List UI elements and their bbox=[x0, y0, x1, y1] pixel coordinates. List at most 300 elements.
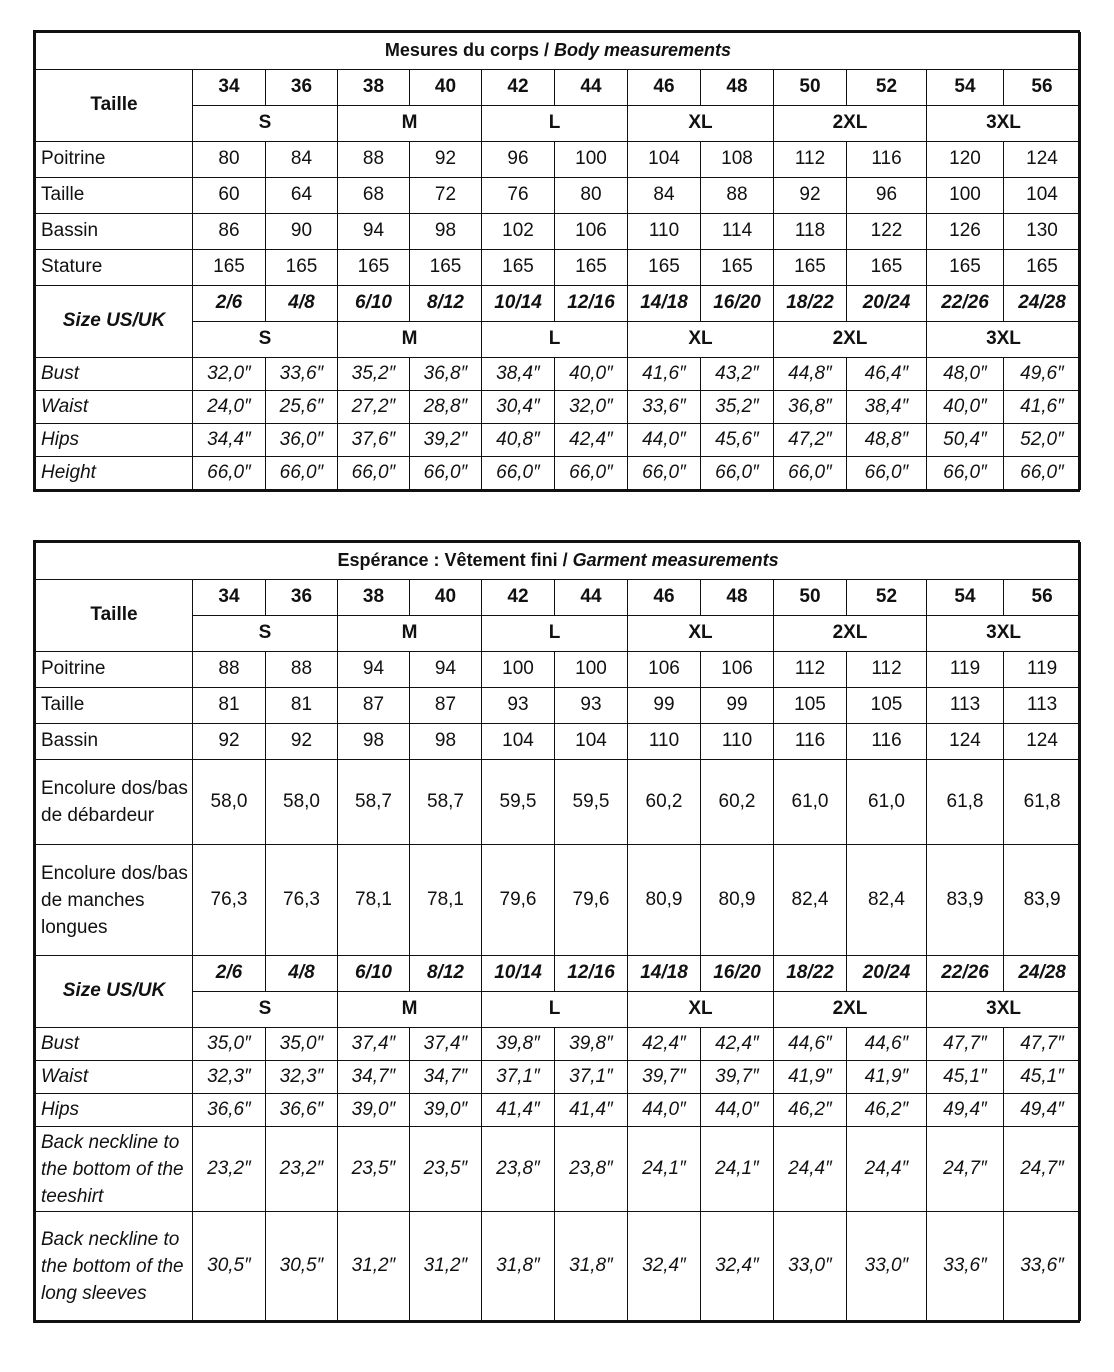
value-cell: 41,6″ bbox=[628, 358, 701, 391]
value-cell: 33,6″ bbox=[1004, 1212, 1081, 1321]
value-cell: 66,0″ bbox=[927, 457, 1004, 490]
value-cell: 52,0″ bbox=[1004, 424, 1081, 457]
letter-size-cell: M bbox=[338, 616, 482, 652]
value-cell: 58,7 bbox=[338, 760, 410, 845]
size-cell: 56 bbox=[1004, 70, 1081, 106]
value-cell: 92 bbox=[410, 142, 482, 178]
row-label: Poitrine bbox=[36, 652, 193, 688]
value-cell: 34,7″ bbox=[410, 1061, 482, 1094]
measure-row bbox=[36, 358, 1081, 391]
letter-row bbox=[36, 106, 1081, 142]
value-cell: 100 bbox=[555, 652, 628, 688]
size-cell: 12/16 bbox=[555, 286, 628, 322]
size-cell: 50 bbox=[774, 70, 847, 106]
size-cell: 38 bbox=[338, 580, 410, 616]
value-cell: 32,4″ bbox=[701, 1212, 774, 1321]
value-cell: 60 bbox=[193, 178, 266, 214]
row-label: Poitrine bbox=[36, 142, 193, 178]
value-cell: 79,6 bbox=[555, 845, 628, 956]
value-cell: 66,0″ bbox=[410, 457, 482, 490]
value-cell: 88 bbox=[193, 652, 266, 688]
garment-measurements-table bbox=[33, 540, 1080, 1323]
size-cell: 2/6 bbox=[193, 286, 266, 322]
value-cell: 165 bbox=[482, 250, 555, 286]
value-cell: 165 bbox=[338, 250, 410, 286]
value-cell: 88 bbox=[701, 178, 774, 214]
value-cell: 41,4″ bbox=[482, 1094, 555, 1127]
value-cell: 39,2″ bbox=[410, 424, 482, 457]
value-cell: 47,7″ bbox=[927, 1028, 1004, 1061]
value-cell: 78,1 bbox=[410, 845, 482, 956]
size-cell: 4/8 bbox=[266, 956, 338, 992]
value-cell: 44,0″ bbox=[628, 424, 701, 457]
measure-row bbox=[36, 391, 1081, 424]
size-cell: 20/24 bbox=[847, 956, 927, 992]
letter-size-cell: L bbox=[482, 106, 628, 142]
value-cell: 30,5″ bbox=[266, 1212, 338, 1321]
size-cell: 42 bbox=[482, 70, 555, 106]
value-cell: 66,0″ bbox=[338, 457, 410, 490]
size-cell: 56 bbox=[1004, 580, 1081, 616]
value-cell: 42,4″ bbox=[701, 1028, 774, 1061]
size-cell: 18/22 bbox=[774, 956, 847, 992]
value-cell: 104 bbox=[482, 724, 555, 760]
value-cell: 106 bbox=[701, 652, 774, 688]
value-cell: 72 bbox=[410, 178, 482, 214]
value-cell: 31,2″ bbox=[410, 1212, 482, 1321]
table-title bbox=[36, 33, 1081, 70]
row-label: Bassin bbox=[36, 214, 193, 250]
value-cell: 165 bbox=[927, 250, 1004, 286]
value-cell: 41,9″ bbox=[847, 1061, 927, 1094]
row-label: Encolure dos/bas de manches longues bbox=[36, 845, 193, 956]
value-cell: 124 bbox=[1004, 142, 1081, 178]
value-cell: 58,0 bbox=[193, 760, 266, 845]
value-cell: 114 bbox=[701, 214, 774, 250]
row-label: Bust bbox=[36, 1028, 193, 1061]
value-cell: 76 bbox=[482, 178, 555, 214]
value-cell: 165 bbox=[193, 250, 266, 286]
value-cell: 28,8″ bbox=[410, 391, 482, 424]
value-cell: 44,6″ bbox=[847, 1028, 927, 1061]
measure-row bbox=[36, 214, 1081, 250]
value-cell: 49,4″ bbox=[927, 1094, 1004, 1127]
value-cell: 68 bbox=[338, 178, 410, 214]
value-cell: 37,4″ bbox=[410, 1028, 482, 1061]
value-cell: 24,7″ bbox=[927, 1127, 1004, 1212]
value-cell: 23,8″ bbox=[482, 1127, 555, 1212]
size-cell: 34 bbox=[193, 580, 266, 616]
size-cell: 46 bbox=[628, 70, 701, 106]
value-cell: 66,0″ bbox=[482, 457, 555, 490]
value-cell: 48,8″ bbox=[847, 424, 927, 457]
value-cell: 84 bbox=[628, 178, 701, 214]
letter-size-cell: XL bbox=[628, 322, 774, 358]
measure-row bbox=[36, 652, 1081, 688]
value-cell: 58,0 bbox=[266, 760, 338, 845]
value-cell: 61,0 bbox=[774, 760, 847, 845]
value-cell: 104 bbox=[628, 142, 701, 178]
value-cell: 81 bbox=[266, 688, 338, 724]
value-cell: 36,6″ bbox=[193, 1094, 266, 1127]
value-cell: 48,0″ bbox=[927, 358, 1004, 391]
value-cell: 113 bbox=[1004, 688, 1081, 724]
size-cell: 44 bbox=[555, 580, 628, 616]
value-cell: 90 bbox=[266, 214, 338, 250]
measure-row bbox=[36, 178, 1081, 214]
value-cell: 35,0″ bbox=[266, 1028, 338, 1061]
value-cell: 82,4 bbox=[774, 845, 847, 956]
value-cell: 84 bbox=[266, 142, 338, 178]
value-cell: 35,2″ bbox=[338, 358, 410, 391]
value-cell: 46,2″ bbox=[847, 1094, 927, 1127]
size-cell: 16/20 bbox=[701, 286, 774, 322]
size-cell: 20/24 bbox=[847, 286, 927, 322]
value-cell: 100 bbox=[482, 652, 555, 688]
value-cell: 30,5″ bbox=[193, 1212, 266, 1321]
value-cell: 87 bbox=[410, 688, 482, 724]
value-cell: 39,7″ bbox=[701, 1061, 774, 1094]
size-cell: 48 bbox=[701, 70, 774, 106]
value-cell: 40,0″ bbox=[927, 391, 1004, 424]
value-cell: 31,8″ bbox=[555, 1212, 628, 1321]
size-row bbox=[36, 580, 1081, 616]
row-label: Back neckline to the bottom of the long sleeves bbox=[36, 1212, 193, 1321]
value-cell: 44,8″ bbox=[774, 358, 847, 391]
value-cell: 33,6″ bbox=[266, 358, 338, 391]
row-label: Bassin bbox=[36, 724, 193, 760]
value-cell: 88 bbox=[338, 142, 410, 178]
value-cell: 36,8″ bbox=[774, 391, 847, 424]
value-cell: 66,0″ bbox=[193, 457, 266, 490]
size-cell: 8/12 bbox=[410, 286, 482, 322]
value-cell: 98 bbox=[410, 724, 482, 760]
value-cell: 119 bbox=[1004, 652, 1081, 688]
value-cell: 93 bbox=[555, 688, 628, 724]
size-cell: 50 bbox=[774, 580, 847, 616]
value-cell: 96 bbox=[482, 142, 555, 178]
row-label: Encolure dos/bas de débardeur bbox=[36, 760, 193, 845]
size-label: Size US/UK bbox=[36, 956, 193, 1028]
size-cell: 22/26 bbox=[927, 956, 1004, 992]
value-cell: 66,0″ bbox=[701, 457, 774, 490]
value-cell: 43,2″ bbox=[701, 358, 774, 391]
value-cell: 39,8″ bbox=[482, 1028, 555, 1061]
value-cell: 86 bbox=[193, 214, 266, 250]
value-cell: 32,0″ bbox=[193, 358, 266, 391]
size-cell: 54 bbox=[927, 580, 1004, 616]
value-cell: 32,4″ bbox=[628, 1212, 701, 1321]
value-cell: 33,6″ bbox=[628, 391, 701, 424]
letter-size-cell: S bbox=[193, 322, 338, 358]
size-cell: 8/12 bbox=[410, 956, 482, 992]
value-cell: 59,5 bbox=[482, 760, 555, 845]
size-row bbox=[36, 956, 1081, 992]
body-measurements-table bbox=[33, 30, 1080, 492]
value-cell: 42,4″ bbox=[628, 1028, 701, 1061]
value-cell: 34,4″ bbox=[193, 424, 266, 457]
measure-row bbox=[36, 250, 1081, 286]
value-cell: 83,9 bbox=[927, 845, 1004, 956]
value-cell: 100 bbox=[927, 178, 1004, 214]
value-cell: 66,0″ bbox=[1004, 457, 1081, 490]
value-cell: 110 bbox=[628, 724, 701, 760]
measure-row bbox=[36, 1212, 1081, 1321]
title-fr: Espérance : Vêtement fini / bbox=[337, 550, 573, 571]
value-cell: 96 bbox=[847, 178, 927, 214]
measure-row bbox=[36, 724, 1081, 760]
value-cell: 130 bbox=[1004, 214, 1081, 250]
value-cell: 80 bbox=[193, 142, 266, 178]
value-cell: 105 bbox=[774, 688, 847, 724]
value-cell: 40,8″ bbox=[482, 424, 555, 457]
size-cell: 24/28 bbox=[1004, 286, 1081, 322]
value-cell: 45,6″ bbox=[701, 424, 774, 457]
measure-row bbox=[36, 1028, 1081, 1061]
value-cell: 165 bbox=[774, 250, 847, 286]
value-cell: 112 bbox=[847, 652, 927, 688]
value-cell: 44,0″ bbox=[628, 1094, 701, 1127]
value-cell: 66,0″ bbox=[266, 457, 338, 490]
row-label: Waist bbox=[36, 1061, 193, 1094]
value-cell: 24,1″ bbox=[701, 1127, 774, 1212]
value-cell: 110 bbox=[628, 214, 701, 250]
value-cell: 98 bbox=[410, 214, 482, 250]
value-cell: 39,8″ bbox=[555, 1028, 628, 1061]
value-cell: 38,4″ bbox=[482, 358, 555, 391]
size-cell: 16/20 bbox=[701, 956, 774, 992]
value-cell: 37,1″ bbox=[555, 1061, 628, 1094]
size-label: Taille bbox=[36, 70, 193, 142]
value-cell: 112 bbox=[774, 652, 847, 688]
size-cell: 40 bbox=[410, 580, 482, 616]
value-cell: 36,6″ bbox=[266, 1094, 338, 1127]
size-cell: 24/28 bbox=[1004, 956, 1081, 992]
value-cell: 66,0″ bbox=[628, 457, 701, 490]
size-cell: 22/26 bbox=[927, 286, 1004, 322]
value-cell: 106 bbox=[628, 652, 701, 688]
value-cell: 124 bbox=[1004, 724, 1081, 760]
measure-row bbox=[36, 760, 1081, 845]
measure-row bbox=[36, 457, 1081, 490]
value-cell: 61,8 bbox=[1004, 760, 1081, 845]
size-label: Taille bbox=[36, 580, 193, 652]
row-label: Hips bbox=[36, 1094, 193, 1127]
row-label: Height bbox=[36, 457, 193, 490]
letter-size-cell: S bbox=[193, 616, 338, 652]
value-cell: 33,0″ bbox=[847, 1212, 927, 1321]
row-label: Waist bbox=[36, 391, 193, 424]
value-cell: 42,4″ bbox=[555, 424, 628, 457]
letter-size-cell: 3XL bbox=[927, 106, 1081, 142]
table-title bbox=[36, 543, 1081, 580]
letter-size-cell: XL bbox=[628, 616, 774, 652]
value-cell: 36,8″ bbox=[410, 358, 482, 391]
value-cell: 34,7″ bbox=[338, 1061, 410, 1094]
size-cell: 4/8 bbox=[266, 286, 338, 322]
value-cell: 24,4″ bbox=[774, 1127, 847, 1212]
size-cell: 14/18 bbox=[628, 286, 701, 322]
value-cell: 24,0″ bbox=[193, 391, 266, 424]
value-cell: 99 bbox=[628, 688, 701, 724]
letter-size-cell: 2XL bbox=[774, 616, 927, 652]
value-cell: 37,4″ bbox=[338, 1028, 410, 1061]
value-cell: 94 bbox=[410, 652, 482, 688]
size-cell: 6/10 bbox=[338, 956, 410, 992]
value-cell: 35,2″ bbox=[701, 391, 774, 424]
value-cell: 60,2 bbox=[701, 760, 774, 845]
value-cell: 80 bbox=[555, 178, 628, 214]
measure-row bbox=[36, 1061, 1081, 1094]
value-cell: 93 bbox=[482, 688, 555, 724]
value-cell: 165 bbox=[847, 250, 927, 286]
title-en: Body measurements bbox=[553, 40, 732, 61]
value-cell: 23,8″ bbox=[555, 1127, 628, 1212]
value-cell: 31,2″ bbox=[338, 1212, 410, 1321]
value-cell: 64 bbox=[266, 178, 338, 214]
size-cell: 38 bbox=[338, 70, 410, 106]
value-cell: 102 bbox=[482, 214, 555, 250]
letter-row bbox=[36, 616, 1081, 652]
value-cell: 27,2″ bbox=[338, 391, 410, 424]
value-cell: 99 bbox=[701, 688, 774, 724]
value-cell: 165 bbox=[555, 250, 628, 286]
value-cell: 49,4″ bbox=[1004, 1094, 1081, 1127]
value-cell: 23,5″ bbox=[338, 1127, 410, 1212]
value-cell: 104 bbox=[1004, 178, 1081, 214]
value-cell: 23,5″ bbox=[410, 1127, 482, 1212]
value-cell: 30,4″ bbox=[482, 391, 555, 424]
size-cell: 52 bbox=[847, 580, 927, 616]
letter-size-cell: S bbox=[193, 106, 338, 142]
measure-row bbox=[36, 1127, 1081, 1212]
size-cell: 48 bbox=[701, 580, 774, 616]
value-cell: 47,2″ bbox=[774, 424, 847, 457]
value-cell: 98 bbox=[338, 724, 410, 760]
value-cell: 41,9″ bbox=[774, 1061, 847, 1094]
value-cell: 49,6″ bbox=[1004, 358, 1081, 391]
value-cell: 41,4″ bbox=[555, 1094, 628, 1127]
value-cell: 165 bbox=[1004, 250, 1081, 286]
value-cell: 60,2 bbox=[628, 760, 701, 845]
value-cell: 124 bbox=[927, 724, 1004, 760]
value-cell: 50,4″ bbox=[927, 424, 1004, 457]
value-cell: 33,0″ bbox=[774, 1212, 847, 1321]
value-cell: 61,8 bbox=[927, 760, 1004, 845]
value-cell: 32,3″ bbox=[193, 1061, 266, 1094]
row-label: Hips bbox=[36, 424, 193, 457]
value-cell: 165 bbox=[628, 250, 701, 286]
value-cell: 112 bbox=[774, 142, 847, 178]
value-cell: 80,9 bbox=[701, 845, 774, 956]
value-cell: 45,1″ bbox=[927, 1061, 1004, 1094]
value-cell: 76,3 bbox=[193, 845, 266, 956]
title-fr: Mesures du corps / bbox=[384, 40, 554, 61]
letter-size-cell: 3XL bbox=[927, 616, 1081, 652]
size-row bbox=[36, 70, 1081, 106]
value-cell: 92 bbox=[193, 724, 266, 760]
value-cell: 94 bbox=[338, 214, 410, 250]
value-cell: 110 bbox=[701, 724, 774, 760]
value-cell: 25,6″ bbox=[266, 391, 338, 424]
measure-row bbox=[36, 688, 1081, 724]
letter-size-cell: M bbox=[338, 106, 482, 142]
value-cell: 116 bbox=[847, 142, 927, 178]
value-cell: 105 bbox=[847, 688, 927, 724]
row-label: Bust bbox=[36, 358, 193, 391]
value-cell: 59,5 bbox=[555, 760, 628, 845]
value-cell: 165 bbox=[701, 250, 774, 286]
size-cell: 6/10 bbox=[338, 286, 410, 322]
value-cell: 126 bbox=[927, 214, 1004, 250]
size-cell: 36 bbox=[266, 70, 338, 106]
value-cell: 45,1″ bbox=[1004, 1061, 1081, 1094]
value-cell: 88 bbox=[266, 652, 338, 688]
size-cell: 10/14 bbox=[482, 286, 555, 322]
value-cell: 39,0″ bbox=[410, 1094, 482, 1127]
value-cell: 37,1″ bbox=[482, 1061, 555, 1094]
value-cell: 66,0″ bbox=[847, 457, 927, 490]
title-en: Garment measurements bbox=[572, 550, 779, 571]
value-cell: 47,7″ bbox=[1004, 1028, 1081, 1061]
value-cell: 106 bbox=[555, 214, 628, 250]
size-cell: 2/6 bbox=[193, 956, 266, 992]
value-cell: 35,0″ bbox=[193, 1028, 266, 1061]
value-cell: 82,4 bbox=[847, 845, 927, 956]
value-cell: 79,6 bbox=[482, 845, 555, 956]
value-cell: 78,1 bbox=[338, 845, 410, 956]
size-cell: 36 bbox=[266, 580, 338, 616]
size-row bbox=[36, 286, 1081, 322]
size-cell: 12/16 bbox=[555, 956, 628, 992]
measure-row bbox=[36, 845, 1081, 956]
value-cell: 24,4″ bbox=[847, 1127, 927, 1212]
size-cell: 52 bbox=[847, 70, 927, 106]
size-cell: 10/14 bbox=[482, 956, 555, 992]
value-cell: 108 bbox=[701, 142, 774, 178]
value-cell: 100 bbox=[555, 142, 628, 178]
size-cell: 14/18 bbox=[628, 956, 701, 992]
value-cell: 118 bbox=[774, 214, 847, 250]
size-cell: 46 bbox=[628, 580, 701, 616]
value-cell: 83,9 bbox=[1004, 845, 1081, 956]
letter-size-cell: M bbox=[338, 322, 482, 358]
value-cell: 23,2″ bbox=[266, 1127, 338, 1212]
value-cell: 119 bbox=[927, 652, 1004, 688]
size-cell: 42 bbox=[482, 580, 555, 616]
row-label: Taille bbox=[36, 178, 193, 214]
letter-size-cell: L bbox=[482, 322, 628, 358]
size-cell: 18/22 bbox=[774, 286, 847, 322]
value-cell: 38,4″ bbox=[847, 391, 927, 424]
letter-size-cell: 3XL bbox=[927, 322, 1081, 358]
value-cell: 81 bbox=[193, 688, 266, 724]
letter-size-cell: XL bbox=[628, 992, 774, 1028]
value-cell: 122 bbox=[847, 214, 927, 250]
value-cell: 39,7″ bbox=[628, 1061, 701, 1094]
value-cell: 66,0″ bbox=[774, 457, 847, 490]
value-cell: 24,1″ bbox=[628, 1127, 701, 1212]
size-cell: 40 bbox=[410, 70, 482, 106]
value-cell: 23,2″ bbox=[193, 1127, 266, 1212]
size-cell: 44 bbox=[555, 70, 628, 106]
row-label: Stature bbox=[36, 250, 193, 286]
value-cell: 76,3 bbox=[266, 845, 338, 956]
measure-row bbox=[36, 142, 1081, 178]
value-cell: 46,2″ bbox=[774, 1094, 847, 1127]
value-cell: 36,0″ bbox=[266, 424, 338, 457]
value-cell: 40,0″ bbox=[555, 358, 628, 391]
